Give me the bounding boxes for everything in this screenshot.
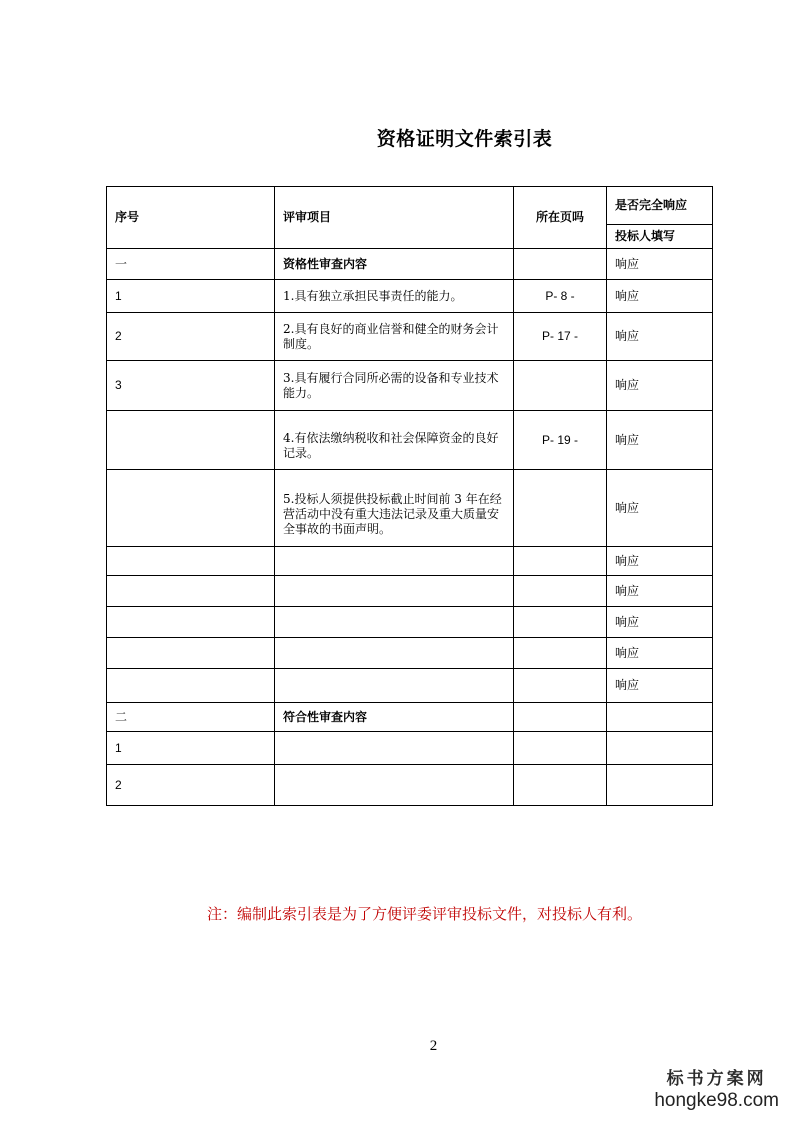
row-item — [275, 607, 514, 638]
row-no: 2 — [107, 765, 275, 806]
row-item — [275, 732, 514, 765]
row-page: P- 19 - — [514, 411, 607, 470]
table-header-row — [107, 187, 713, 225]
row-response: 响应 — [607, 249, 713, 280]
table-row — [107, 280, 713, 313]
row-response: 响应 — [607, 280, 713, 313]
row-response — [607, 765, 713, 806]
row-response: 响应 — [607, 361, 713, 411]
row-page — [514, 638, 607, 669]
header-item: 评审项目 — [275, 187, 514, 249]
table-row — [107, 765, 713, 806]
row-response: 响应 — [607, 638, 713, 669]
row-no: 一 — [107, 249, 275, 280]
row-response: 响应 — [607, 313, 713, 361]
row-response: 响应 — [607, 576, 713, 607]
row-page — [514, 765, 607, 806]
index-table — [106, 186, 713, 806]
row-no — [107, 547, 275, 576]
row-item: 4.有依法缴纳税收和社会保障资金的良好记录。 — [275, 411, 514, 470]
table-row — [107, 703, 713, 732]
row-item: 3.具有履行合同所必需的设备和专业技术能力。 — [275, 361, 514, 411]
row-page — [514, 249, 607, 280]
row-no: 1 — [107, 732, 275, 765]
row-item — [275, 576, 514, 607]
row-item: 1.具有独立承担民事责任的能力。 — [275, 280, 514, 313]
row-item: 资格性审查内容 — [275, 249, 514, 280]
header-response-top: 是否完全响应 — [607, 187, 713, 225]
table-row — [107, 669, 713, 703]
row-no: 3 — [107, 361, 275, 411]
row-no — [107, 638, 275, 669]
footnote: 注：编制此索引表是为了方便评委评审投标文件，对投标人有利。 — [207, 905, 643, 923]
watermark-url: hongke98.com — [654, 1090, 779, 1111]
header-response-bottom: 投标人填写 — [607, 225, 713, 249]
table-row — [107, 576, 713, 607]
table-row — [107, 470, 713, 547]
row-response: 响应 — [607, 411, 713, 470]
watermark-chinese: 标书方案网 — [666, 1069, 767, 1089]
row-response: 响应 — [607, 470, 713, 547]
row-response — [607, 732, 713, 765]
table-row — [107, 607, 713, 638]
row-page — [514, 470, 607, 547]
row-no — [107, 470, 275, 547]
row-page: P- 8 - — [514, 280, 607, 313]
row-item — [275, 638, 514, 669]
row-page — [514, 732, 607, 765]
row-no: 1 — [107, 280, 275, 313]
row-no: 2 — [107, 313, 275, 361]
row-no — [107, 669, 275, 703]
page-number: 2 — [429, 1038, 438, 1054]
row-response: 响应 — [607, 669, 713, 703]
row-page — [514, 703, 607, 732]
table-row — [107, 411, 713, 470]
header-no: 序号 — [107, 187, 275, 249]
table-row — [107, 313, 713, 361]
table-row — [107, 732, 713, 765]
row-no: 二 — [107, 703, 275, 732]
page-title: 资格证明文件索引表 — [376, 128, 553, 150]
table-row — [107, 547, 713, 576]
row-item: 5.投标人须提供投标截止时间前 3 年在经营活动中没有重大违法记录及重大质量安全事故的书面声明。 — [275, 470, 514, 547]
row-item — [275, 765, 514, 806]
row-page — [514, 669, 607, 703]
row-no — [107, 576, 275, 607]
row-page — [514, 607, 607, 638]
header-page: 所在页吗 — [514, 187, 607, 249]
table-row — [107, 249, 713, 280]
row-page — [514, 547, 607, 576]
watermark-logo — [654, 1068, 779, 1112]
row-item: 符合性审查内容 — [275, 703, 514, 732]
row-no — [107, 411, 275, 470]
row-no — [107, 607, 275, 638]
table-row — [107, 638, 713, 669]
row-item — [275, 547, 514, 576]
row-page — [514, 576, 607, 607]
row-response: 响应 — [607, 607, 713, 638]
row-response: 响应 — [607, 547, 713, 576]
row-page — [514, 361, 607, 411]
table-row — [107, 361, 713, 411]
row-response — [607, 703, 713, 732]
row-item: 2.具有良好的商业信誉和健全的财务会计制度。 — [275, 313, 514, 361]
row-item — [275, 669, 514, 703]
row-page: P- 17 - — [514, 313, 607, 361]
